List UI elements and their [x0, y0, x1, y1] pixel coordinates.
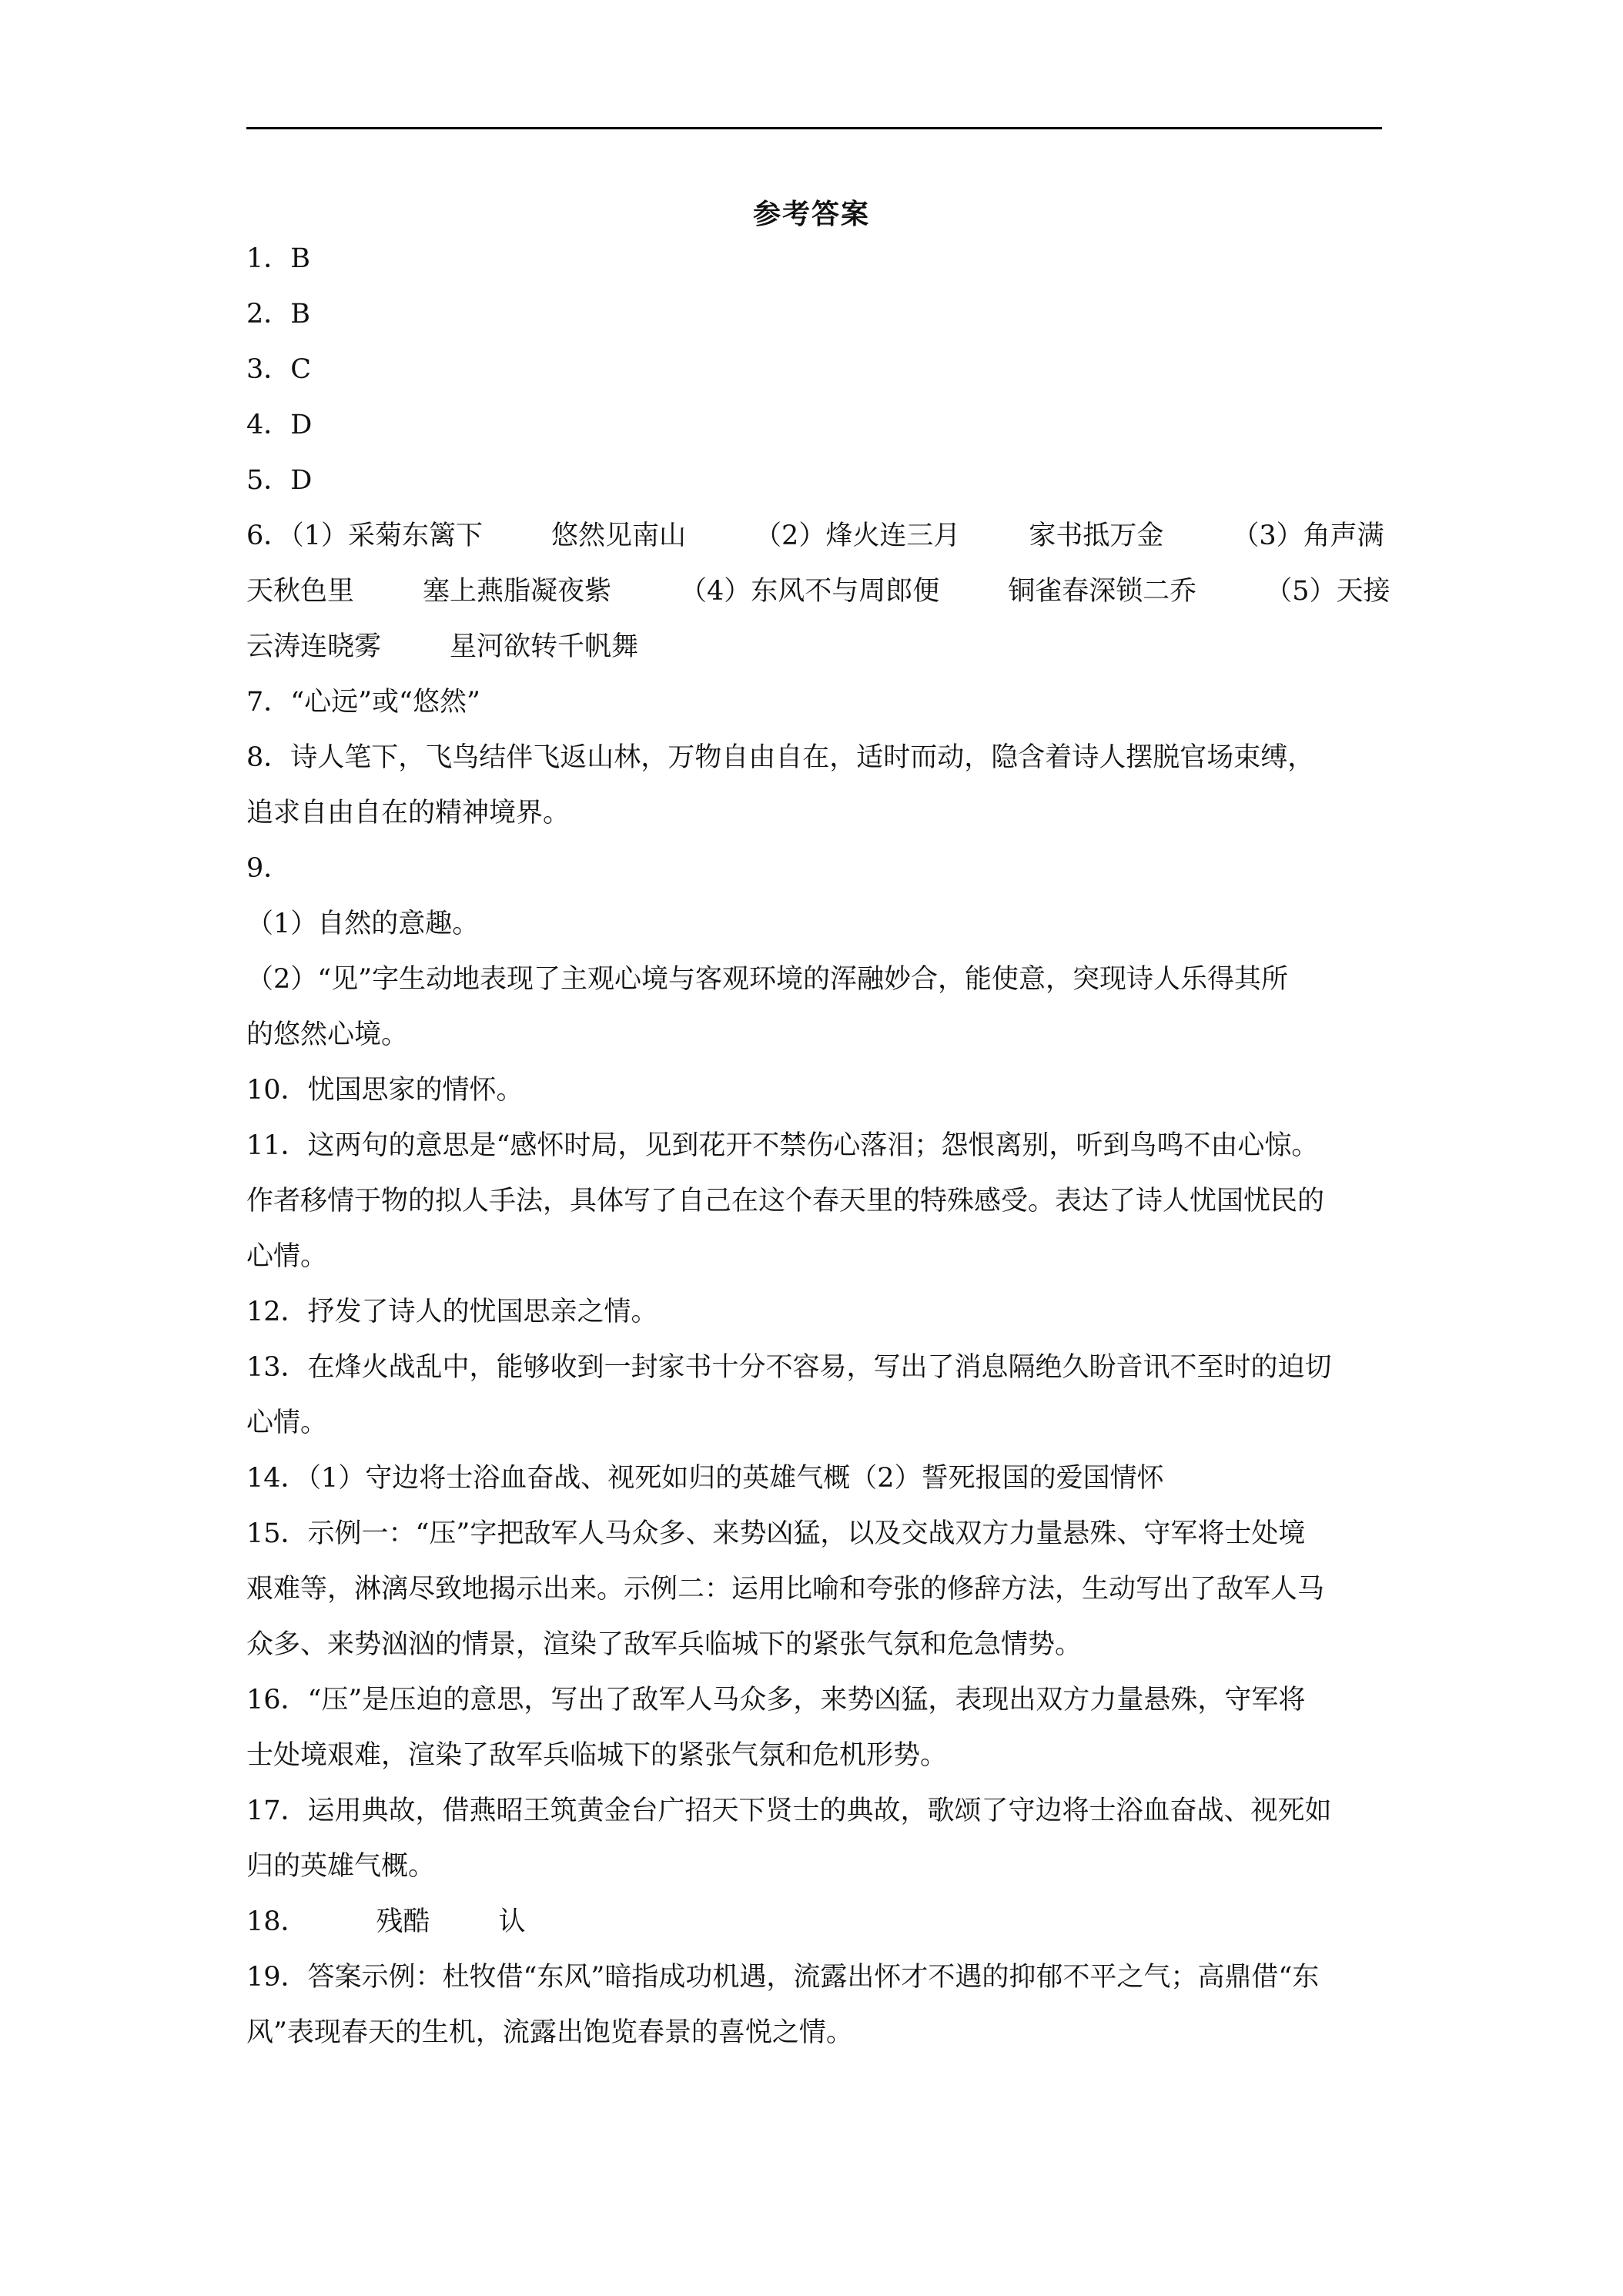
- answer-line: （1）自然的意趣。: [246, 909, 480, 939]
- header-rule: [246, 127, 1382, 129]
- answer-line: 11．这两句的意思是“感怀时局，见到花开不禁伤心落泪；怨恨离别，听到鸟鸣不由心惊。: [246, 1130, 1319, 1161]
- answer-line: 心情。: [246, 1241, 328, 1272]
- answer-line: 19．答案示例：杜牧借“东风”暗指成功机遇，流露出怀才不遇的抑郁不平之气；高鼎借“东: [246, 1962, 1320, 1993]
- answer-line: 15．示例一：“压”字把敌军人马众多、来势凶猛，以及交战双方力量悬殊、守军将士处境: [246, 1518, 1306, 1549]
- answer-line: 天秋色里 塞上燕脂凝夜紫 （4）东风不与周郎便 铜雀春深锁二乔 （5）天接: [246, 576, 1390, 607]
- answer-line: 18． 残酷 认: [246, 1906, 526, 1937]
- answer-line: 作者移情于物的拟人手法，具体写了自己在这个春天里的特殊感受。表达了诗人忧国忧民的: [246, 1186, 1325, 1217]
- answer-line: 风”表现春天的生机，流露出饱览春景的喜悦之情。: [246, 2017, 853, 2048]
- answer-line: 7．“心远”或“悠然”: [246, 687, 480, 718]
- answer-line: 追求自由自在的精神境界。: [246, 798, 571, 828]
- answer-line: 云涛连晓雾 星河欲转千帆舞: [246, 631, 639, 662]
- answer-line: 13．在烽火战乱中，能够收到一封家书十分不容易，写出了消息隔绝久盼音讯不至时的迫切: [246, 1352, 1332, 1383]
- answer-line: 9．: [246, 853, 291, 884]
- answer-line: 4．D: [246, 410, 313, 440]
- answer-line: 3．C: [246, 354, 312, 385]
- answer-content: [246, 231, 1390, 2060]
- answer-line: 6．（1）采菊东篱下 悠然见南山 （2）烽火连三月 家书抵万金 （3）角声满: [246, 520, 1384, 551]
- answer-line: 5．D: [246, 465, 313, 496]
- answer-line: （2）“见”字生动地表现了主观心境与客观环境的浑融妙合，能使意，突现诗人乐得其所: [246, 964, 1289, 995]
- answer-line: 14．（1）守边将士浴血奋战、视死如归的英雄气概（2）誓死报国的爱国情怀: [246, 1463, 1164, 1494]
- answer-line: 1．B: [246, 243, 310, 274]
- answer-line: 归的英雄气概。: [246, 1851, 436, 1882]
- answer-line: 的悠然心境。: [246, 1019, 409, 1050]
- answer-line: 众多、来势汹汹的情景，渲染了敌军兵临城下的紧张气氛和危急情势。: [246, 1629, 1083, 1660]
- answer-line: 8．诗人笔下，飞鸟结伴飞返山林，万物自由自在，适时而动，隐含着诗人摆脱官场束缚，: [246, 742, 1315, 773]
- answer-line: 艰难等，淋漓尽致地揭示出来。示例二：运用比喻和夸张的修辞方法，生动写出了敌军人马: [246, 1574, 1325, 1605]
- answer-line: 12．抒发了诗人的忧国思亲之情。: [246, 1297, 658, 1327]
- answer-line: 16．“压”是压迫的意思，写出了敌军人马众多，来势凶猛，表现出双方力量悬殊，守军将: [246, 1685, 1306, 1715]
- answer-line: 10．忧国思家的情怀。: [246, 1075, 524, 1106]
- answer-line: 士处境艰难，渲染了敌军兵临城下的紧张气氛和危机形势。: [246, 1740, 948, 1771]
- page-title: 参考答案: [752, 198, 870, 230]
- answer-line: 17．运用典故，借燕昭王筑黄金台广招天下贤士的典故，歌颂了守边将士浴血奋战、视死如: [246, 1796, 1332, 1826]
- answer-line: 心情。: [246, 1407, 328, 1438]
- answer-line: 2．B: [246, 299, 310, 330]
